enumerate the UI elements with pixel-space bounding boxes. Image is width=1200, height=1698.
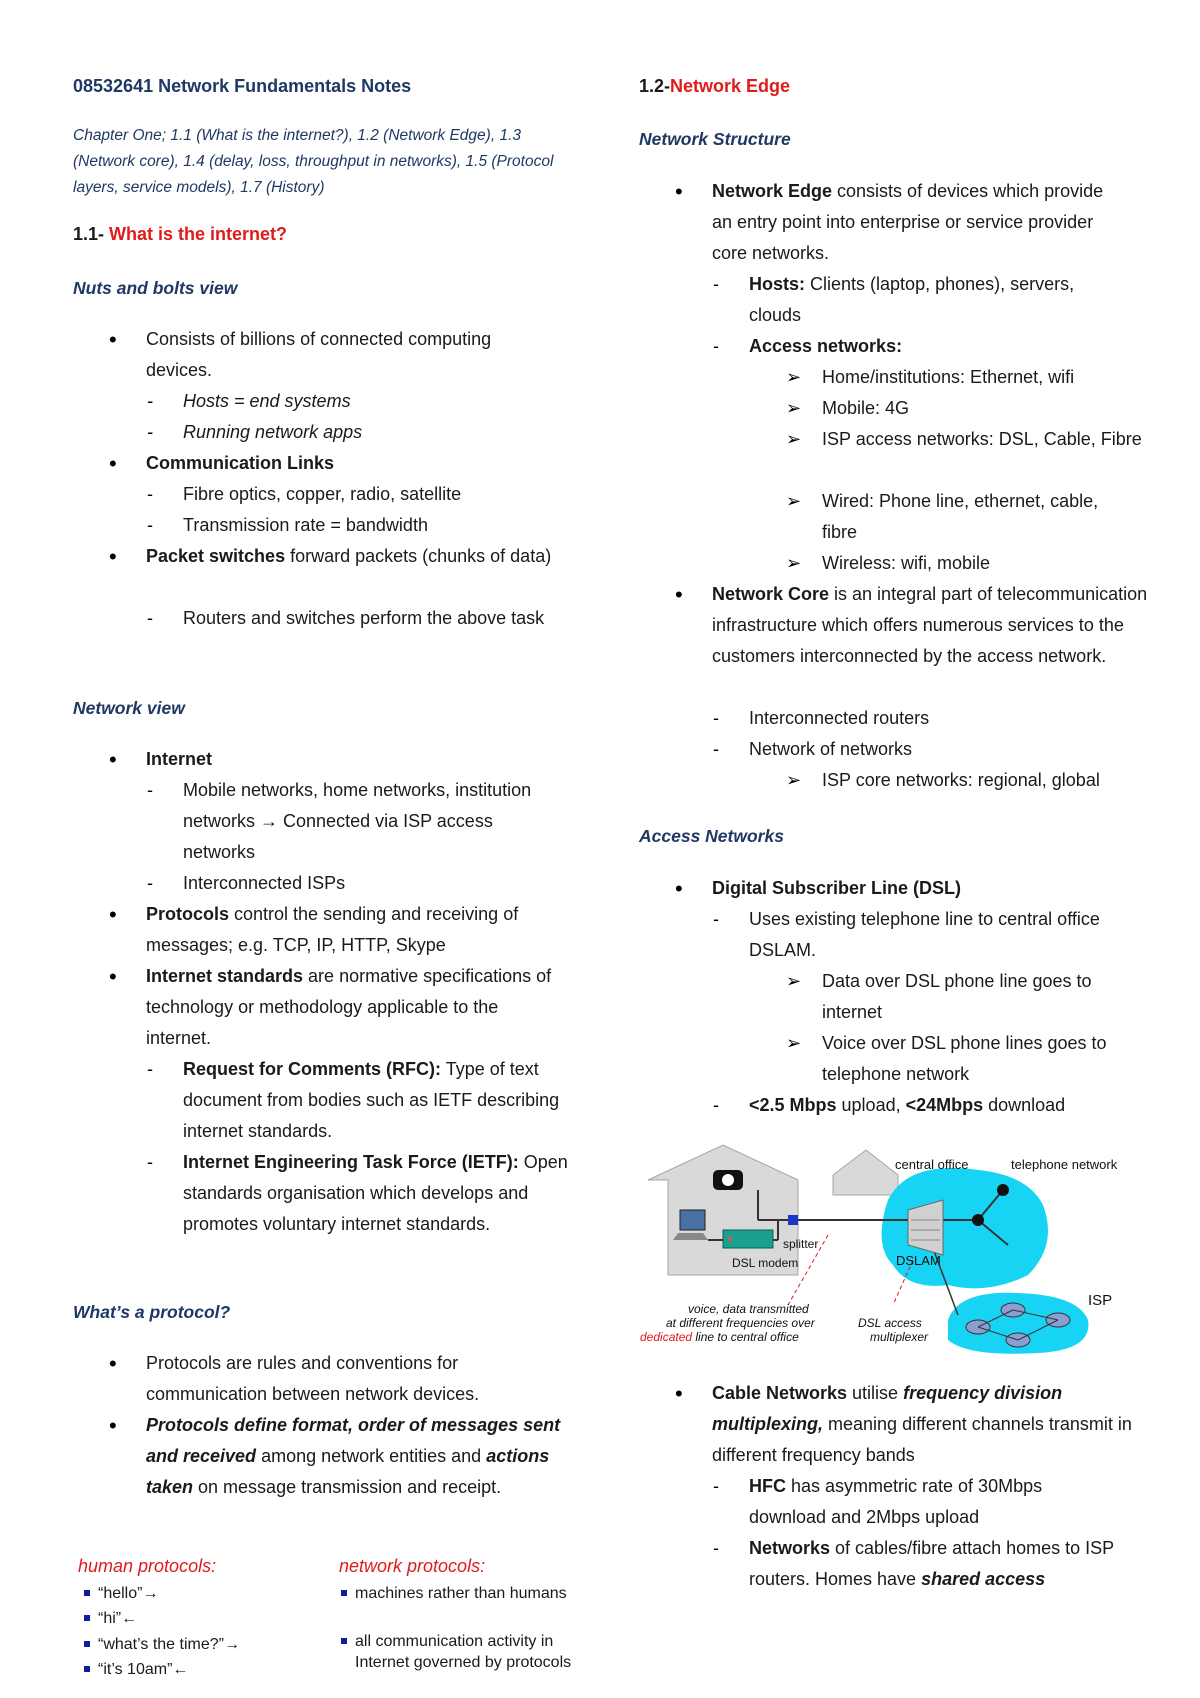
dash-networks-cables — [749, 1533, 1159, 1595]
subheading-network-view: Network view — [73, 698, 185, 718]
caption-voice-line3 — [640, 1330, 799, 1344]
bullet-dsl — [712, 873, 961, 904]
dash-hfc — [749, 1471, 1119, 1533]
bold-term: Protocols — [146, 904, 230, 924]
dash-text: upload, — [836, 1095, 906, 1115]
subheading-nuts-bolts: Nuts and bolts view — [73, 278, 238, 298]
label-splitter: splitter — [783, 1237, 819, 1251]
bullet-network-core — [712, 579, 1152, 672]
bullet-text: control the sending and receiving of messages; e.g. TCP, IP, HTTP, Skype — [146, 904, 519, 955]
human-item: “hello”→ — [98, 1585, 159, 1602]
caption-voice-line2: at different frequencies over — [666, 1316, 815, 1330]
bullet-text: is an integral part of telecommunication infrastructure which offers numerous services to the customers interconnected by the access network. — [712, 584, 1148, 666]
human-item: “hi”← — [98, 1610, 138, 1627]
bullet-devices: • Consists of billions of connected computing devices. — [146, 324, 556, 386]
label-telephone-network-text: telephone network — [1011, 1157, 1118, 1172]
label-isp: ISP — [1088, 1292, 1113, 1309]
network-protocols-heading: network protocols: — [339, 1556, 486, 1576]
arrow-item-wired: ➢ Wired: Phone line, ethernet, cable, fibre — [822, 486, 1112, 548]
dash-rate: - Transmission rate = bandwidth — [183, 510, 428, 541]
dash-ietf — [183, 1147, 573, 1240]
bold-term: Internet standards — [146, 966, 304, 986]
dash-network-of-networks: - Network of networks — [749, 734, 912, 765]
bold-italic-text: shared access — [921, 1569, 1046, 1589]
bold-italic-text: Protocols define format, order of messages sent and received — [146, 1415, 561, 1466]
dash-text: Type of text document from bodies such as IETF describing internet standards. — [183, 1059, 560, 1141]
arrow-item-mobile: ➢ Mobile: 4G — [822, 393, 909, 424]
chapter-list: Chapter One; 1.1 (What is the internet?), 1.2 (Network Edge), 1.3 (Network core), 1.4 (delay, loss, throughput in networks), 1.5 (Protocol layers, service models), 1.7 (History) — [73, 127, 554, 196]
dash-text: Clients (laptop, phones), servers, clouds — [749, 274, 1075, 325]
arrow-item-voice-dsl: ➢ Voice over DSL phone lines goes to telephone network — [822, 1028, 1142, 1090]
network-item: machines rather than humans — [355, 1583, 575, 1604]
dash-fibre: - Fibre optics, copper, radio, satellite — [183, 479, 461, 510]
bold-italic-text: actions taken — [146, 1446, 550, 1497]
dslam-icon — [908, 1200, 943, 1255]
caption-voice-line1: voice, data transmitted — [688, 1302, 809, 1316]
arrow-item-home: ➢ Home/institutions: Ethernet, wifi — [822, 362, 1074, 393]
dash-dsl-uses: - Uses existing telephone line to central office DSLAM. — [749, 904, 1119, 966]
arrow-item-isp-core: ➢ ISP core networks: regional, global — [822, 765, 1100, 796]
caption-line-text: line to central office — [692, 1330, 799, 1344]
dsl-network-diagram — [640, 1145, 1148, 1355]
section-number: 1.2- — [639, 76, 671, 96]
human-item: “it’s 10am”← — [98, 1661, 189, 1678]
bullet-protocols — [146, 899, 566, 961]
bold-term: Access networks: — [749, 336, 903, 356]
bullet-protocol-define — [146, 1410, 566, 1503]
bullet-protocol-rules: • Protocols are rules and conventions for communication between network devices. — [146, 1348, 556, 1410]
bullet-standards — [146, 961, 566, 1054]
section-title: Network Edge — [670, 76, 791, 96]
section-number: 1.1- — [73, 224, 110, 244]
section-heading-1-2 — [639, 76, 790, 97]
bullet-text: on message transmission and receipt. — [193, 1477, 502, 1497]
bullet-text: utilise — [847, 1383, 904, 1403]
bold-term: <24Mbps — [905, 1095, 984, 1115]
label-dslam: DSLAM — [896, 1253, 941, 1268]
bold-term: Cable Networks — [712, 1383, 848, 1403]
bold-term: Network Core — [712, 584, 830, 604]
bold-term: Hosts: — [749, 274, 806, 294]
bullet-internet — [146, 744, 212, 775]
dash-apps: - Running network apps — [183, 417, 362, 448]
human-protocols-heading: human protocols: — [78, 1556, 217, 1576]
dsl-modem-icon — [723, 1230, 773, 1248]
bold-term: HFC — [749, 1476, 786, 1496]
bold-term: Internet Engineering Task Force (IETF): — [183, 1152, 519, 1172]
telephone-network-cloud — [882, 1168, 1048, 1288]
bold-italic-text: frequency division multiplexing, — [712, 1383, 1063, 1434]
dash-text: has asymmetric rate of 30Mbps download and 2Mbps upload — [749, 1476, 1043, 1527]
arrow-item-wireless: ➢ Wireless: wifi, mobile — [822, 548, 990, 579]
section-title: What is the internet? — [109, 224, 288, 244]
label-central-office: central office — [895, 1157, 969, 1172]
human-item: “what’s the time?”→ — [98, 1636, 240, 1653]
bold-term: Packet switches — [146, 546, 286, 566]
dash-isps: - Interconnected ISPs — [183, 868, 345, 899]
bold-term: <2.5 Mbps — [749, 1095, 837, 1115]
telephone-switch — [972, 1214, 984, 1226]
dash-routers: - Routers and switches perform the above task — [183, 603, 563, 634]
subheading-access-networks: Access Networks — [639, 826, 784, 846]
bold-term: Networks — [749, 1538, 831, 1558]
bullet-text: consists of devices which provide an entry point into enterprise or service provider core networks. — [712, 181, 1104, 263]
central-office-building — [833, 1150, 898, 1195]
bullet-text: are normative specifications of technology or methodology applicable to the internet. — [146, 966, 552, 1048]
dash-dsl-rates — [749, 1090, 1065, 1121]
bold-term: Digital Subscriber Line (DSL) — [712, 878, 962, 898]
bullet-cable-networks — [712, 1378, 1132, 1471]
bold-term: Request for Comments (RFC): — [183, 1059, 442, 1079]
dash-interconnected-routers: - Interconnected routers — [749, 703, 929, 734]
bullet-text: meaning different channels transmit in different frequency bands — [712, 1414, 1132, 1465]
subheading-protocol: What’s a protocol? — [73, 1302, 231, 1322]
dash-text: Open standards organisation which develops and promotes voluntary internet standards. — [183, 1152, 568, 1234]
network-item: all communication activity in Internet governed by protocols — [355, 1631, 585, 1673]
label-telephone-network — [1011, 1157, 1118, 1172]
section-heading-1-1 — [73, 224, 287, 245]
telephone-switch — [997, 1184, 1009, 1196]
arrow-item-isp-access: ➢ ISP access networks: DSL, Cable, Fibre — [822, 424, 1142, 455]
bullet-text: forward packets (chunks of data) — [285, 546, 552, 566]
bullet-network-edge — [712, 176, 1112, 269]
bullet-links-label: Communication Links — [146, 453, 335, 473]
dash-hosts — [749, 269, 1129, 331]
caption-dslam-line2: multiplexer — [870, 1330, 929, 1344]
dash-text: of cables/fibre attach homes to ISP routers. Homes have — [749, 1538, 1114, 1589]
subheading-network-structure: Network Structure — [639, 129, 791, 149]
dash-text: download — [983, 1095, 1066, 1115]
bullet-links — [146, 448, 334, 479]
label-dsl-modem: DSL modem — [732, 1256, 799, 1270]
dash-rfc — [183, 1054, 573, 1147]
document-title: 08532641 Network Fundamentals Notes — [73, 76, 412, 96]
caption-dslam-line1: DSL access — [858, 1316, 922, 1330]
arrow-item-data-dsl: ➢ Data over DSL phone line goes to internet — [822, 966, 1142, 1028]
bullet-internet-label: Internet — [146, 749, 213, 769]
bold-term: Network Edge — [712, 181, 833, 201]
splitter-icon — [788, 1215, 798, 1225]
dash-mobile-networks: - Mobile networks, home networks, institution networks → Connected via ISP access networks — [183, 775, 563, 868]
bullet-text: among network entities and — [256, 1446, 487, 1466]
bullet-packet-switches — [146, 541, 556, 572]
caption-dedicated: dedicated — [640, 1330, 693, 1344]
dash-access-networks — [749, 331, 902, 362]
dash-hosts: - Hosts = end systems — [183, 386, 351, 417]
